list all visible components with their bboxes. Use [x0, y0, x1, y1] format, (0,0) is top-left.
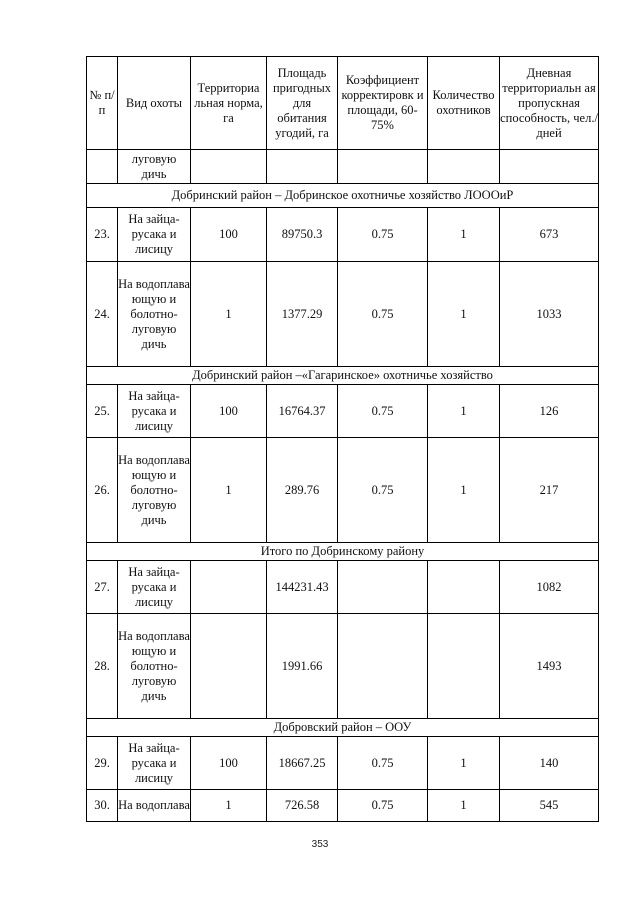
header-capacity: Дневная территориальн ая пропускная способность, чел./дней — [500, 57, 599, 150]
carryover-empty — [267, 150, 338, 184]
section-header-row — [87, 184, 599, 208]
cell-norm: 1 — [191, 438, 267, 543]
cell-norm — [191, 614, 267, 719]
cell-coef: 0.75 — [338, 208, 428, 262]
cell-norm — [191, 561, 267, 614]
cell-kind: На водоплава — [118, 790, 191, 822]
table-row — [87, 385, 599, 438]
cell-num: 23. — [87, 208, 118, 262]
cell-capacity: 1082 — [500, 561, 599, 614]
cell-hunters: 1 — [428, 385, 500, 438]
cell-capacity: 673 — [500, 208, 599, 262]
carryover-empty — [500, 150, 599, 184]
cell-hunters: 1 — [428, 737, 500, 790]
cell-norm: 100 — [191, 385, 267, 438]
table-row — [87, 438, 599, 543]
cell-kind: На зайца-русака и лисицу — [118, 385, 191, 438]
cell-norm: 100 — [191, 208, 267, 262]
cell-coef: 0.75 — [338, 790, 428, 822]
cell-coef — [338, 561, 428, 614]
cell-num: 29. — [87, 737, 118, 790]
header-area: Площадь пригодных для обитания угодий, га — [267, 57, 338, 150]
cell-norm: 100 — [191, 737, 267, 790]
section-title: Итого по Добринскому району — [87, 543, 599, 561]
table-row — [87, 737, 599, 790]
cell-norm: 1 — [191, 262, 267, 367]
section-header-row — [87, 367, 599, 385]
section-title: Добровский район – ООУ — [87, 719, 599, 737]
cell-kind: На водоплава ющую и болотно-луговую дичь — [118, 262, 191, 367]
cell-capacity: 1493 — [500, 614, 599, 719]
cell-area: 89750.3 — [267, 208, 338, 262]
header-kind: Вид охоты — [118, 57, 191, 150]
cell-num: 24. — [87, 262, 118, 367]
cell-area: 144231.43 — [267, 561, 338, 614]
cell-num: 27. — [87, 561, 118, 614]
cell-kind: На водоплава ющую и болотно-луговую дичь — [118, 614, 191, 719]
cell-area: 1991.66 — [267, 614, 338, 719]
cell-kind: На зайца-русака и лисицу — [118, 737, 191, 790]
table-row — [87, 790, 599, 822]
cell-coef: 0.75 — [338, 438, 428, 543]
cell-coef: 0.75 — [338, 262, 428, 367]
cell-coef — [338, 614, 428, 719]
table-row — [87, 614, 599, 719]
cell-hunters — [428, 614, 500, 719]
table-row — [87, 262, 599, 367]
header-num: № п/п — [87, 57, 118, 150]
cell-area: 289.76 — [267, 438, 338, 543]
page-number: 353 — [311, 839, 329, 850]
cell-norm: 1 — [191, 790, 267, 822]
cell-num: 30. — [87, 790, 118, 822]
cell-capacity: 126 — [500, 385, 599, 438]
section-title: Добринский район –«Гагаринское» охотничье хозяйство — [87, 367, 599, 385]
cell-area: 16764.37 — [267, 385, 338, 438]
cell-capacity: 545 — [500, 790, 599, 822]
cell-hunters — [428, 561, 500, 614]
cell-area: 18667.25 — [267, 737, 338, 790]
cell-kind: На зайца-русака и лисицу — [118, 208, 191, 262]
carryover-row — [87, 150, 599, 184]
cell-area: 1377.29 — [267, 262, 338, 367]
cell-hunters: 1 — [428, 208, 500, 262]
cell-hunters: 1 — [428, 262, 500, 367]
section-header-row — [87, 719, 599, 737]
cell-capacity: 140 — [500, 737, 599, 790]
table-row — [87, 208, 599, 262]
header-coef: Коэффициент корректировк и площади, 60-75% — [338, 57, 428, 150]
header-norm: Территориа льная норма, га — [191, 57, 267, 150]
table-row — [87, 561, 599, 614]
carryover-empty — [428, 150, 500, 184]
cell-capacity: 1033 — [500, 262, 599, 367]
header-row — [87, 57, 599, 150]
carryover-empty — [191, 150, 267, 184]
carryover-empty — [338, 150, 428, 184]
carryover-num — [87, 150, 118, 184]
cell-kind: На зайца-русака и лисицу — [118, 561, 191, 614]
cell-coef: 0.75 — [338, 737, 428, 790]
cell-hunters: 1 — [428, 790, 500, 822]
section-header-row — [87, 543, 599, 561]
header-hunters: Количество охотников — [428, 57, 500, 150]
section-title: Добринский район – Добринское охотничье хозяйство ЛОООиР — [87, 184, 599, 208]
cell-area: 726.58 — [267, 790, 338, 822]
cell-hunters: 1 — [428, 438, 500, 543]
cell-capacity: 217 — [500, 438, 599, 543]
cell-num: 25. — [87, 385, 118, 438]
cell-num: 28. — [87, 614, 118, 719]
cell-kind: На водоплава ющую и болотно-луговую дичь — [118, 438, 191, 543]
hunting-capacity-table — [86, 56, 599, 822]
carryover-kind: луговую дичь — [118, 150, 191, 184]
cell-num: 26. — [87, 438, 118, 543]
cell-coef: 0.75 — [338, 385, 428, 438]
